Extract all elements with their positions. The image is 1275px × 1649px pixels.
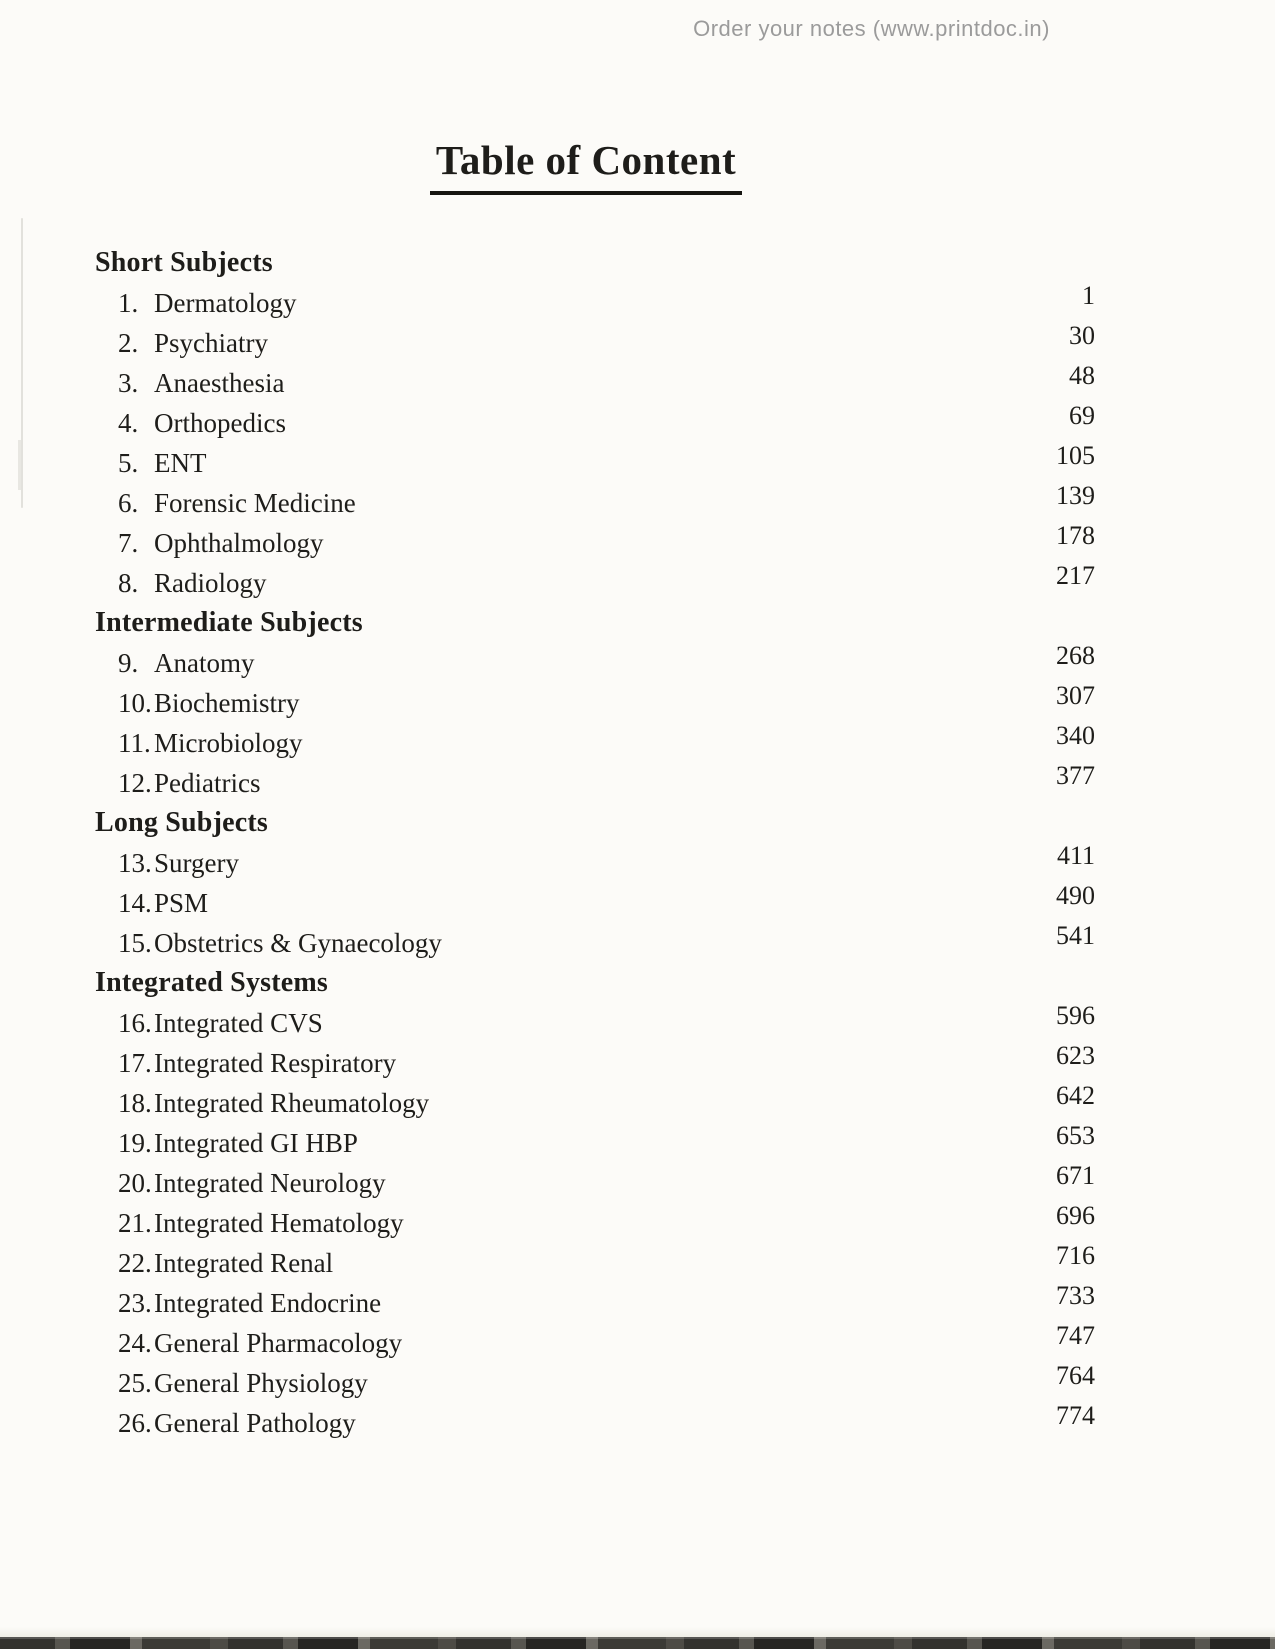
toc-entry xyxy=(95,483,1095,523)
entry-number: 17. xyxy=(118,1047,152,1078)
entry-page-number: 30 xyxy=(1069,321,1095,350)
entry-page-number: 178 xyxy=(1056,521,1095,550)
scan-artifact-left-smudge xyxy=(18,440,21,490)
toc-entry xyxy=(95,523,1095,563)
toc-entry xyxy=(95,1043,1095,1083)
entry-number: 19. xyxy=(118,1127,152,1158)
entry-page-number: 774 xyxy=(1056,1401,1095,1430)
entry-number: 3. xyxy=(118,367,139,398)
toc-entry xyxy=(95,1363,1095,1403)
entry-label: Pediatrics xyxy=(154,767,261,798)
entry-number: 12. xyxy=(118,767,152,798)
scan-artifact-bottom-band xyxy=(0,1637,1275,1649)
entry-label: Surgery xyxy=(154,847,239,878)
entry-page-number: 105 xyxy=(1056,441,1095,470)
entry-label: Integrated Rheumatology xyxy=(154,1087,430,1118)
entry-number: 9. xyxy=(118,647,139,678)
toc xyxy=(95,243,1095,1443)
section-heading: Integrated Systems xyxy=(95,967,329,998)
entry-page-number: 139 xyxy=(1056,481,1095,510)
entry-number: 4. xyxy=(118,407,139,438)
toc-entry xyxy=(95,843,1095,883)
toc-entry xyxy=(95,1323,1095,1363)
page-title: Table of Content xyxy=(430,136,742,195)
entry-label: Integrated CVS xyxy=(154,1007,323,1038)
entry-label: Ophthalmology xyxy=(154,527,324,558)
toc-entry xyxy=(95,1283,1095,1323)
entry-number: 2. xyxy=(118,327,139,358)
entry-number: 21. xyxy=(118,1207,152,1238)
entry-page-number: 217 xyxy=(1056,561,1095,590)
entry-page-number: 307 xyxy=(1056,681,1095,710)
entry-page-number: 747 xyxy=(1056,1321,1095,1350)
order-notes-watermark: Order your notes (www.printdoc.in) xyxy=(693,16,1050,41)
entry-page-number: 623 xyxy=(1056,1041,1095,1070)
entry-label: Integrated Neurology xyxy=(154,1167,386,1198)
scan-artifact-left-line xyxy=(21,218,23,508)
toc-entry xyxy=(95,1003,1095,1043)
entry-page-number: 340 xyxy=(1056,721,1095,750)
entry-label: Anaesthesia xyxy=(154,367,285,398)
entry-number: 20. xyxy=(118,1167,152,1198)
page-title-wrap xyxy=(0,136,1172,195)
toc-entry xyxy=(95,283,1095,323)
entry-label: Forensic Medicine xyxy=(154,487,356,518)
entry-number: 1. xyxy=(118,287,139,318)
entry-label: Obstetrics & Gynaecology xyxy=(154,927,442,958)
entry-label: Integrated Hematology xyxy=(154,1207,404,1238)
entry-label: ENT xyxy=(154,447,207,478)
toc-entry xyxy=(95,403,1095,443)
entry-number: 5. xyxy=(118,447,139,478)
entry-page-number: 642 xyxy=(1056,1081,1095,1110)
entry-number: 23. xyxy=(118,1287,152,1318)
toc-entry xyxy=(95,1243,1095,1283)
entry-label: Integrated GI HBP xyxy=(154,1127,358,1158)
toc-entry xyxy=(95,1403,1095,1443)
toc-entry xyxy=(95,1163,1095,1203)
entry-number: 14. xyxy=(118,887,152,918)
entry-page-number: 696 xyxy=(1056,1201,1095,1230)
entry-label: Integrated Respiratory xyxy=(154,1047,397,1078)
entry-number: 10. xyxy=(118,687,152,718)
toc-entry xyxy=(95,923,1095,963)
section-heading: Intermediate Subjects xyxy=(95,607,363,638)
entry-number: 24. xyxy=(118,1327,152,1358)
entry-page-number: 268 xyxy=(1056,641,1095,670)
toc-entry xyxy=(95,563,1095,603)
entry-label: Biochemistry xyxy=(154,687,300,718)
entry-label: Integrated Renal xyxy=(154,1247,334,1278)
entry-label: Dermatology xyxy=(154,287,297,318)
entry-label: Radiology xyxy=(154,567,267,598)
entry-label: General Physiology xyxy=(154,1367,368,1398)
entry-label: Psychiatry xyxy=(154,327,268,358)
entry-number: 22. xyxy=(118,1247,152,1278)
entry-number: 15. xyxy=(118,927,152,958)
entry-label: Microbiology xyxy=(154,727,303,758)
toc-entry xyxy=(95,443,1095,483)
section-heading: Short Subjects xyxy=(95,247,273,278)
entry-label: General Pathology xyxy=(154,1407,356,1438)
toc-entry xyxy=(95,1123,1095,1163)
toc-entry xyxy=(95,683,1095,723)
entry-page-number: 69 xyxy=(1069,401,1095,430)
entry-number: 25. xyxy=(118,1367,152,1398)
entry-page-number: 764 xyxy=(1056,1361,1095,1390)
entry-page-number: 733 xyxy=(1056,1281,1095,1310)
entry-number: 18. xyxy=(118,1087,152,1118)
entry-page-number: 490 xyxy=(1056,881,1095,910)
entry-label: Anatomy xyxy=(154,647,255,678)
toc-entry xyxy=(95,1083,1095,1123)
entry-page-number: 48 xyxy=(1069,361,1095,390)
entry-label: PSM xyxy=(154,887,209,918)
entry-number: 8. xyxy=(118,567,139,598)
entry-label: Orthopedics xyxy=(154,407,286,438)
toc-entry xyxy=(95,723,1095,763)
entry-label: General Pharmacology xyxy=(154,1327,403,1358)
toc-entry xyxy=(95,763,1095,803)
toc-entry xyxy=(95,363,1095,403)
entry-page-number: 1 xyxy=(1082,281,1095,310)
entry-number: 6. xyxy=(118,487,139,518)
entry-number: 26. xyxy=(118,1407,152,1438)
toc-entry xyxy=(95,323,1095,363)
entry-page-number: 716 xyxy=(1056,1241,1095,1270)
entry-label: Integrated Endocrine xyxy=(154,1287,382,1318)
toc-entry xyxy=(95,1203,1095,1243)
scan-artifact-bottom-fade xyxy=(0,1627,1275,1637)
entry-page-number: 411 xyxy=(1056,841,1095,870)
toc-entry xyxy=(95,883,1095,923)
toc-entry xyxy=(95,643,1095,683)
entry-number: 7. xyxy=(118,527,139,558)
entry-page-number: 596 xyxy=(1056,1001,1095,1030)
entry-page-number: 671 xyxy=(1056,1161,1095,1190)
section-heading: Long Subjects xyxy=(95,807,268,838)
entry-number: 16. xyxy=(118,1007,152,1038)
entry-page-number: 541 xyxy=(1056,921,1095,950)
entry-number: 13. xyxy=(118,847,152,878)
entry-page-number: 377 xyxy=(1056,761,1095,790)
entry-number: 11. xyxy=(118,727,151,758)
entry-page-number: 653 xyxy=(1056,1121,1095,1150)
